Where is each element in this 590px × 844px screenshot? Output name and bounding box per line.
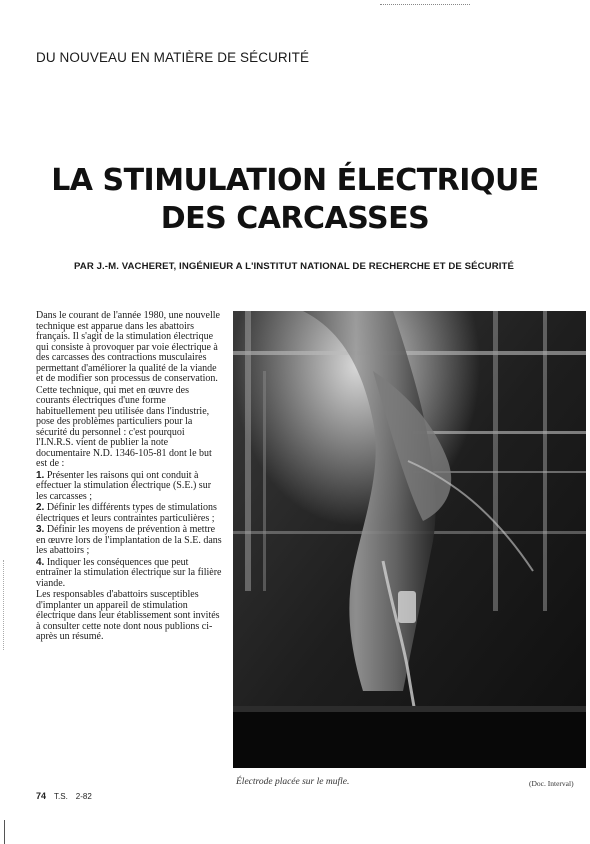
issue-number: 2-82	[75, 792, 92, 801]
page-number: 74	[36, 791, 47, 801]
list-item	[36, 503, 224, 524]
paragraph-closing: Les responsables d'abattoirs susceptibles d'implanter un appareil de stimulation électrique dans leur établissement sont invités à consulter cette note dont nous publions ci-après un résumé.	[36, 589, 220, 642]
publication-ref: T.S.	[54, 792, 68, 801]
headline-line-1: LA STIMULATION ÉLECTRIQUE	[51, 163, 539, 198]
margin-tick	[4, 820, 5, 844]
page-folio	[36, 791, 92, 801]
paragraph-purpose: Cette technique, qui met en œuvre des courants électriques d'une forme habituellement peu utilisée dans l'industrie, pose des problèmes particuliers pour la sécurité du personnel : c'est pourquoi l'I.N.R.S. vient de publier la note documentaire N.D. 1346-105-81 dont le but est de :	[36, 384, 212, 469]
article-body	[36, 311, 224, 644]
list-number: 3.	[36, 524, 45, 535]
list-number: 4.	[36, 556, 45, 568]
article-headline	[0, 162, 590, 238]
margin-marks	[3, 560, 5, 650]
list-number: 1.	[36, 469, 45, 481]
list-text: Indiquer les conséquences que peut entraîner la stimulation électrique sur la filière viande.	[36, 556, 222, 589]
byline: PAR J.-M. VACHERET, INGÉNIEUR A L'INSTITUT NATIONAL DE RECHERCHE ET DE SÉCURITÉ	[74, 261, 514, 272]
list-text: Définir les différents types de stimulations électriques et leurs contraintes particulières ;	[36, 502, 217, 524]
list-number: 2.	[36, 502, 45, 513]
paragraph-intro: Dans le courant de l'année 1980, une nouvelle technique est apparue dans les abattoirs français. Il s'agit de la stimulation électrique qui consiste à provoquer par voie électrique à des carcasses des contractions musculaires permettant d'améliorer la qualité de la viande et de modifier son processus de conservation.	[36, 310, 220, 384]
list-item	[36, 471, 224, 503]
print-marks	[380, 4, 470, 6]
carcass-photo	[233, 311, 586, 768]
photo-caption: Électrode placée sur le mufle.	[236, 777, 350, 787]
headline-line-2: DES CARCASSES	[160, 201, 430, 236]
list-item	[36, 558, 224, 590]
list-text: Présenter les raisons qui ont conduit à effectuer la stimulation électrique (S.E.) sur les carcasses ;	[36, 469, 212, 502]
list-text: Définir les moyens de prévention à mettre en œuvre lors de l'implantation de la S.E. dans les abattoirs ;	[36, 524, 222, 556]
list-item	[36, 525, 224, 557]
photo-credit: (Doc. Interval)	[529, 779, 574, 788]
section-rubric: DU NOUVEAU EN MATIÈRE DE SÉCURITÉ	[36, 50, 310, 65]
